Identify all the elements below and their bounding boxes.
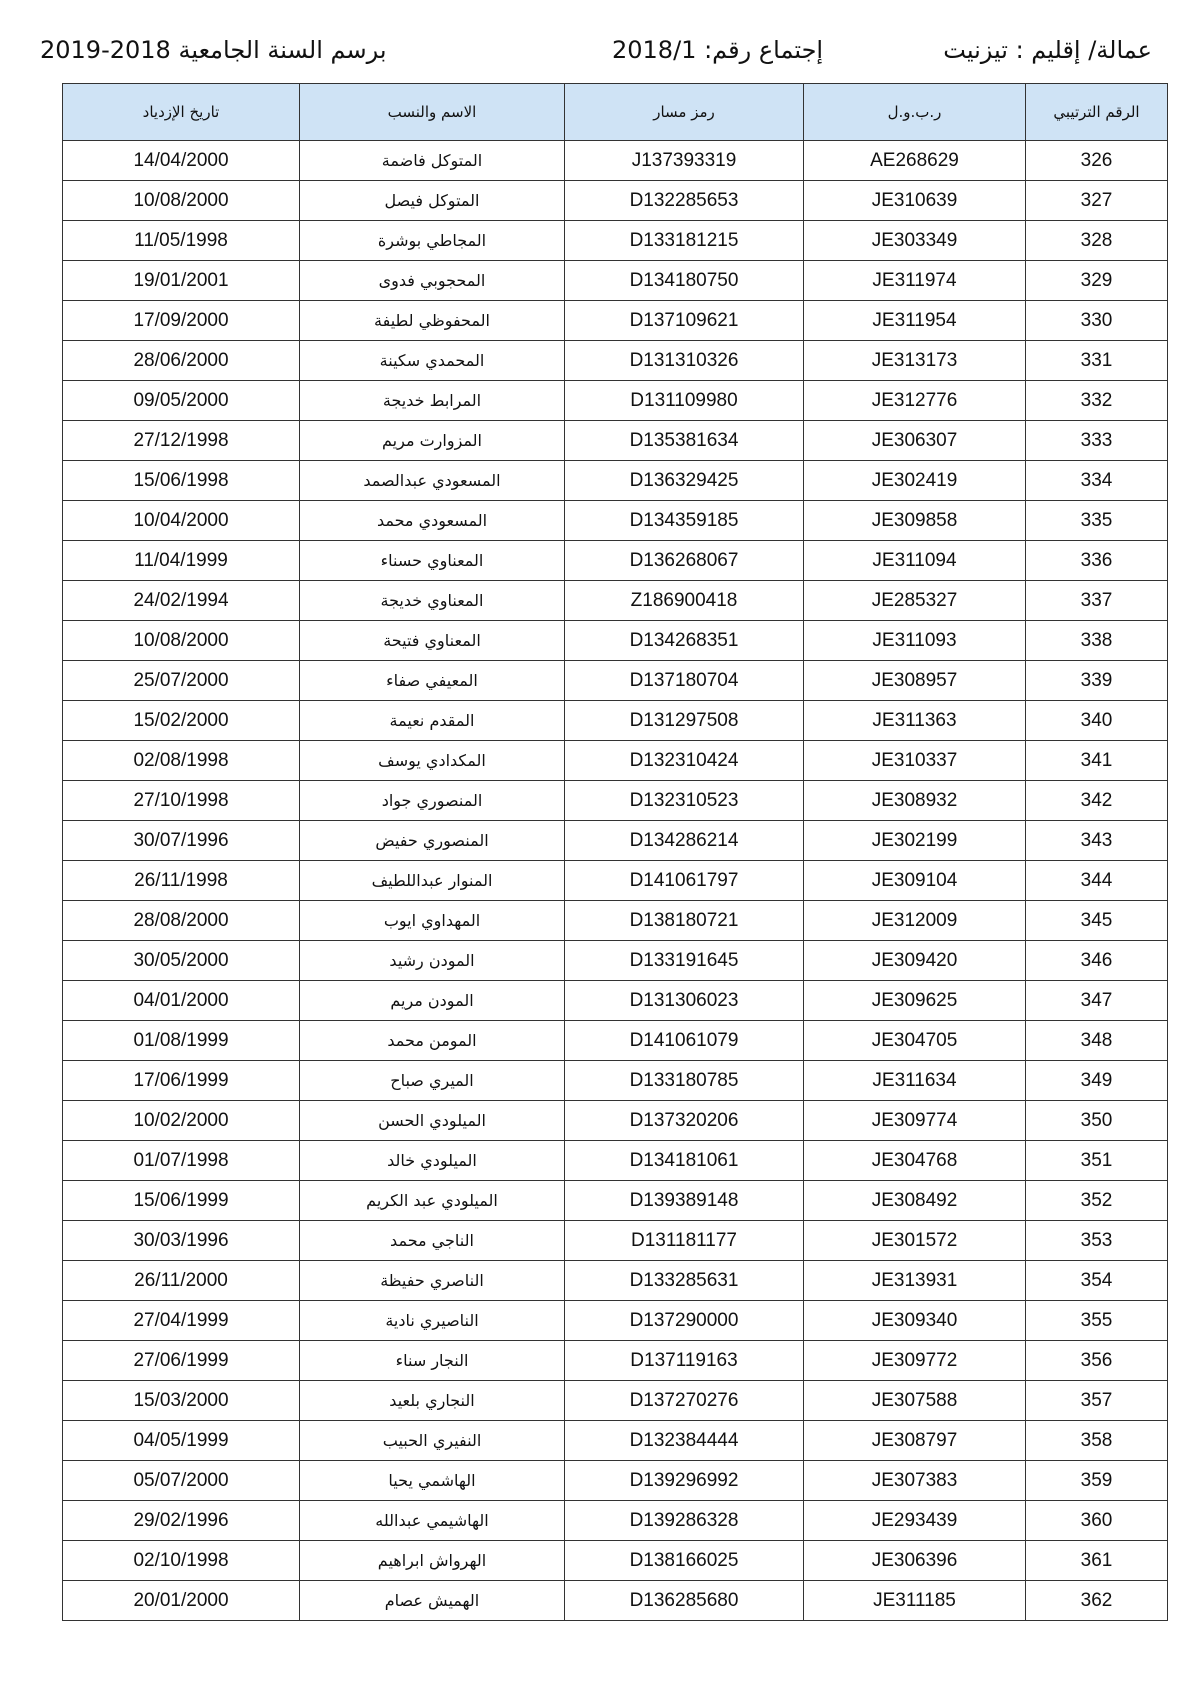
cell-massar: D133181215 — [565, 221, 804, 261]
cell-name: الميري صباح — [300, 1061, 565, 1101]
cell-name: الهميش عصام — [300, 1581, 565, 1621]
cell-name: المقدم نعيمة — [300, 701, 565, 741]
cell-massar: D137180704 — [565, 661, 804, 701]
cell-cin: AE268629 — [804, 141, 1026, 181]
cell-cin: JE306307 — [804, 421, 1026, 461]
cell-birth-date: 30/03/1996 — [63, 1221, 300, 1261]
cell-massar: D141061079 — [565, 1021, 804, 1061]
cell-birth-date: 20/01/2000 — [63, 1581, 300, 1621]
cell-name: المعناوي خديجة — [300, 581, 565, 621]
cell-cin: JE307383 — [804, 1461, 1026, 1501]
cell-rank: 338 — [1026, 621, 1168, 661]
cell-massar: D133285631 — [565, 1261, 804, 1301]
table-row — [63, 461, 1168, 501]
cell-cin: JE309774 — [804, 1101, 1026, 1141]
cell-name: المنصوري حفيض — [300, 821, 565, 861]
cell-rank: 362 — [1026, 1581, 1168, 1621]
table-row — [63, 221, 1168, 261]
cell-birth-date: 04/01/2000 — [63, 981, 300, 1021]
table-row — [63, 1341, 1168, 1381]
cell-rank: 327 — [1026, 181, 1168, 221]
cell-birth-date: 15/06/1999 — [63, 1181, 300, 1221]
column-header-massar: رمز مسار — [565, 84, 804, 141]
table-row — [63, 781, 1168, 821]
table-row — [63, 901, 1168, 941]
meeting-number-label: إجتماع رقم: 2018/1 — [612, 36, 824, 64]
table-row — [63, 741, 1168, 781]
cell-cin: JE285327 — [804, 581, 1026, 621]
table-row — [63, 341, 1168, 381]
cell-massar: D134180750 — [565, 261, 804, 301]
table-row — [63, 861, 1168, 901]
table-row — [63, 1541, 1168, 1581]
table-row — [63, 821, 1168, 861]
cell-rank: 342 — [1026, 781, 1168, 821]
cell-name: الهاشيمي عبدالله — [300, 1501, 565, 1541]
cell-rank: 345 — [1026, 901, 1168, 941]
cell-cin: JE313931 — [804, 1261, 1026, 1301]
table-row — [63, 421, 1168, 461]
cell-name: المومن محمد — [300, 1021, 565, 1061]
cell-birth-date: 15/06/1998 — [63, 461, 300, 501]
cell-rank: 349 — [1026, 1061, 1168, 1101]
table-row — [63, 1461, 1168, 1501]
cell-rank: 337 — [1026, 581, 1168, 621]
cell-rank: 354 — [1026, 1261, 1168, 1301]
cell-rank: 350 — [1026, 1101, 1168, 1141]
cell-birth-date: 19/01/2001 — [63, 261, 300, 301]
cell-birth-date: 05/07/2000 — [63, 1461, 300, 1501]
cell-cin: JE308492 — [804, 1181, 1026, 1221]
table-row — [63, 1501, 1168, 1541]
cell-cin: JE309420 — [804, 941, 1026, 981]
cell-cin: JE310337 — [804, 741, 1026, 781]
cell-name: المتوكل فاضمة — [300, 141, 565, 181]
cell-cin: JE302199 — [804, 821, 1026, 861]
cell-rank: 332 — [1026, 381, 1168, 421]
cell-rank: 356 — [1026, 1341, 1168, 1381]
cell-name: المعناوي حسناء — [300, 541, 565, 581]
table-row — [63, 301, 1168, 341]
cell-name: المجاطي بوشرة — [300, 221, 565, 261]
cell-cin: JE308797 — [804, 1421, 1026, 1461]
cell-rank: 336 — [1026, 541, 1168, 581]
cell-rank: 355 — [1026, 1301, 1168, 1341]
cell-massar: Z186900418 — [565, 581, 804, 621]
table-row — [63, 1141, 1168, 1181]
cell-cin: JE308957 — [804, 661, 1026, 701]
cell-massar: D137109621 — [565, 301, 804, 341]
cell-rank: 326 — [1026, 141, 1168, 181]
cell-name: المنوار عبداللطيف — [300, 861, 565, 901]
table-row — [63, 381, 1168, 421]
cell-birth-date: 10/08/2000 — [63, 181, 300, 221]
cell-name: المعيفي صفاء — [300, 661, 565, 701]
table-row — [63, 1261, 1168, 1301]
table-row — [63, 1181, 1168, 1221]
column-header-name: الاسم والنسب — [300, 84, 565, 141]
cell-rank: 328 — [1026, 221, 1168, 261]
column-header-cin: ر.ب.و.ل — [804, 84, 1026, 141]
cell-birth-date: 27/06/1999 — [63, 1341, 300, 1381]
cell-cin: JE301572 — [804, 1221, 1026, 1261]
cell-name: المودن رشيد — [300, 941, 565, 981]
table-row — [63, 1061, 1168, 1101]
cell-rank: 340 — [1026, 701, 1168, 741]
cell-cin: JE304768 — [804, 1141, 1026, 1181]
table-row — [63, 941, 1168, 981]
table-row — [63, 621, 1168, 661]
table-row — [63, 181, 1168, 221]
cell-rank: 339 — [1026, 661, 1168, 701]
cell-rank: 341 — [1026, 741, 1168, 781]
cell-massar: D131297508 — [565, 701, 804, 741]
prefecture-label: عمالة/ إقليم : تيزنيت — [943, 36, 1152, 64]
cell-name: النجار سناء — [300, 1341, 565, 1381]
cell-massar: D131310326 — [565, 341, 804, 381]
cell-cin: JE302419 — [804, 461, 1026, 501]
cell-massar: D141061797 — [565, 861, 804, 901]
cell-birth-date: 01/07/1998 — [63, 1141, 300, 1181]
table-row — [63, 141, 1168, 181]
table-row — [63, 501, 1168, 541]
cell-name: المتوكل فيصل — [300, 181, 565, 221]
cell-name: المعناوي فتيحة — [300, 621, 565, 661]
cell-massar: D134268351 — [565, 621, 804, 661]
cell-birth-date: 17/06/1999 — [63, 1061, 300, 1101]
academic-year-label: برسم السنة الجامعية 2018-2019 — [40, 36, 387, 64]
table-row — [63, 581, 1168, 621]
cell-cin: JE312009 — [804, 901, 1026, 941]
cell-birth-date: 26/11/2000 — [63, 1261, 300, 1301]
cell-name: المحجوبي فدوى — [300, 261, 565, 301]
table-row — [63, 1581, 1168, 1621]
table-row — [63, 1421, 1168, 1461]
cell-massar: D136268067 — [565, 541, 804, 581]
cell-cin: JE293439 — [804, 1501, 1026, 1541]
table-row — [63, 1101, 1168, 1141]
cell-massar: D134359185 — [565, 501, 804, 541]
table-row — [63, 981, 1168, 1021]
cell-massar: D134286214 — [565, 821, 804, 861]
cell-cin: JE307588 — [804, 1381, 1026, 1421]
cell-name: المكدادي يوسف — [300, 741, 565, 781]
cell-name: الهاشمي يحيا — [300, 1461, 565, 1501]
cell-cin: JE309340 — [804, 1301, 1026, 1341]
cell-name: المسعودي عبدالصمد — [300, 461, 565, 501]
cell-massar: D137119163 — [565, 1341, 804, 1381]
cell-massar: D132310424 — [565, 741, 804, 781]
cell-rank: 358 — [1026, 1421, 1168, 1461]
cell-rank: 361 — [1026, 1541, 1168, 1581]
table-row — [63, 701, 1168, 741]
table-row — [63, 1381, 1168, 1421]
cell-birth-date: 28/08/2000 — [63, 901, 300, 941]
cell-massar: D132285653 — [565, 181, 804, 221]
cell-name: الميلودي عبد الكريم — [300, 1181, 565, 1221]
cell-massar: D133180785 — [565, 1061, 804, 1101]
cell-birth-date: 27/04/1999 — [63, 1301, 300, 1341]
cell-massar: D132310523 — [565, 781, 804, 821]
cell-name: النجاري بلعيد — [300, 1381, 565, 1421]
cell-birth-date: 10/04/2000 — [63, 501, 300, 541]
cell-cin: JE313173 — [804, 341, 1026, 381]
cell-cin: JE311363 — [804, 701, 1026, 741]
cell-massar: D139286328 — [565, 1501, 804, 1541]
cell-birth-date: 30/05/2000 — [63, 941, 300, 981]
cell-massar: D137270276 — [565, 1381, 804, 1421]
cell-cin: JE308932 — [804, 781, 1026, 821]
cell-birth-date: 09/05/2000 — [63, 381, 300, 421]
cell-rank: 329 — [1026, 261, 1168, 301]
cell-birth-date: 11/04/1999 — [63, 541, 300, 581]
cell-name: المنصوري جواد — [300, 781, 565, 821]
table-row — [63, 661, 1168, 701]
cell-rank: 335 — [1026, 501, 1168, 541]
cell-name: المحمدي سكينة — [300, 341, 565, 381]
cell-cin: JE309104 — [804, 861, 1026, 901]
column-header-birth-date: تاريخ الإزدياد — [63, 84, 300, 141]
cell-cin: JE310639 — [804, 181, 1026, 221]
cell-name: المسعودي محمد — [300, 501, 565, 541]
cell-massar: D133191645 — [565, 941, 804, 981]
cell-massar: D132384444 — [565, 1421, 804, 1461]
cell-birth-date: 02/10/1998 — [63, 1541, 300, 1581]
cell-name: الميلودي الحسن — [300, 1101, 565, 1141]
cell-cin: JE309625 — [804, 981, 1026, 1021]
cell-massar: D131306023 — [565, 981, 804, 1021]
cell-massar: D136329425 — [565, 461, 804, 501]
cell-birth-date: 01/08/1999 — [63, 1021, 300, 1061]
cell-rank: 330 — [1026, 301, 1168, 341]
cell-birth-date: 29/02/1996 — [63, 1501, 300, 1541]
cell-massar: J137393319 — [565, 141, 804, 181]
table-row — [63, 1221, 1168, 1261]
cell-birth-date: 24/02/1994 — [63, 581, 300, 621]
cell-name: الناجي محمد — [300, 1221, 565, 1261]
cell-rank: 359 — [1026, 1461, 1168, 1501]
cell-birth-date: 25/07/2000 — [63, 661, 300, 701]
cell-birth-date: 11/05/1998 — [63, 221, 300, 261]
cell-massar: D131181177 — [565, 1221, 804, 1261]
column-header-rank: الرقم الترتيبي — [1026, 84, 1168, 141]
cell-cin: JE311974 — [804, 261, 1026, 301]
cell-name: النفيري الحبيب — [300, 1421, 565, 1461]
cell-birth-date: 15/03/2000 — [63, 1381, 300, 1421]
cell-rank: 351 — [1026, 1141, 1168, 1181]
cell-name: المحفوظي لطيفة — [300, 301, 565, 341]
cell-name: المزوارت مريم — [300, 421, 565, 461]
cell-birth-date: 10/08/2000 — [63, 621, 300, 661]
cell-massar: D137290000 — [565, 1301, 804, 1341]
table-row — [63, 541, 1168, 581]
cell-cin: JE309772 — [804, 1341, 1026, 1381]
cell-name: المهداوي ايوب — [300, 901, 565, 941]
cell-birth-date: 26/11/1998 — [63, 861, 300, 901]
cell-birth-date: 02/08/1998 — [63, 741, 300, 781]
cell-massar: D138166025 — [565, 1541, 804, 1581]
cell-name: المرابط خديجة — [300, 381, 565, 421]
cell-massar: D136285680 — [565, 1581, 804, 1621]
table-row — [63, 261, 1168, 301]
cell-rank: 352 — [1026, 1181, 1168, 1221]
cell-birth-date: 30/07/1996 — [63, 821, 300, 861]
cell-rank: 346 — [1026, 941, 1168, 981]
cell-cin: JE311185 — [804, 1581, 1026, 1621]
cell-birth-date: 10/02/2000 — [63, 1101, 300, 1141]
cell-cin: JE311093 — [804, 621, 1026, 661]
cell-massar: D139389148 — [565, 1181, 804, 1221]
page-header — [40, 36, 1152, 72]
cell-birth-date: 17/09/2000 — [63, 301, 300, 341]
cell-massar: D139296992 — [565, 1461, 804, 1501]
cell-cin: JE303349 — [804, 221, 1026, 261]
cell-name: الناصري حفيظة — [300, 1261, 565, 1301]
cell-rank: 353 — [1026, 1221, 1168, 1261]
cell-name: الناصيري نادية — [300, 1301, 565, 1341]
cell-rank: 357 — [1026, 1381, 1168, 1421]
cell-name: الميلودي خالد — [300, 1141, 565, 1181]
cell-rank: 334 — [1026, 461, 1168, 501]
cell-birth-date: 27/10/1998 — [63, 781, 300, 821]
cell-massar: D131109980 — [565, 381, 804, 421]
cell-birth-date: 28/06/2000 — [63, 341, 300, 381]
cell-rank: 343 — [1026, 821, 1168, 861]
cell-massar: D138180721 — [565, 901, 804, 941]
table-header-row — [63, 84, 1168, 141]
cell-birth-date: 27/12/1998 — [63, 421, 300, 461]
cell-massar: D134181061 — [565, 1141, 804, 1181]
cell-rank: 333 — [1026, 421, 1168, 461]
cell-rank: 344 — [1026, 861, 1168, 901]
cell-birth-date: 15/02/2000 — [63, 701, 300, 741]
cell-cin: JE306396 — [804, 1541, 1026, 1581]
table-row — [63, 1021, 1168, 1061]
cell-rank: 331 — [1026, 341, 1168, 381]
students-table — [62, 83, 1168, 1621]
cell-birth-date: 14/04/2000 — [63, 141, 300, 181]
cell-cin: JE312776 — [804, 381, 1026, 421]
cell-name: الهرواش ابراهيم — [300, 1541, 565, 1581]
cell-cin: JE309858 — [804, 501, 1026, 541]
cell-massar: D135381634 — [565, 421, 804, 461]
cell-name: المودن مريم — [300, 981, 565, 1021]
cell-cin: JE311634 — [804, 1061, 1026, 1101]
cell-cin: JE304705 — [804, 1021, 1026, 1061]
cell-cin: JE311954 — [804, 301, 1026, 341]
cell-rank: 347 — [1026, 981, 1168, 1021]
cell-massar: D137320206 — [565, 1101, 804, 1141]
table-row — [63, 1301, 1168, 1341]
cell-rank: 360 — [1026, 1501, 1168, 1541]
cell-rank: 348 — [1026, 1021, 1168, 1061]
cell-cin: JE311094 — [804, 541, 1026, 581]
cell-birth-date: 04/05/1999 — [63, 1421, 300, 1461]
